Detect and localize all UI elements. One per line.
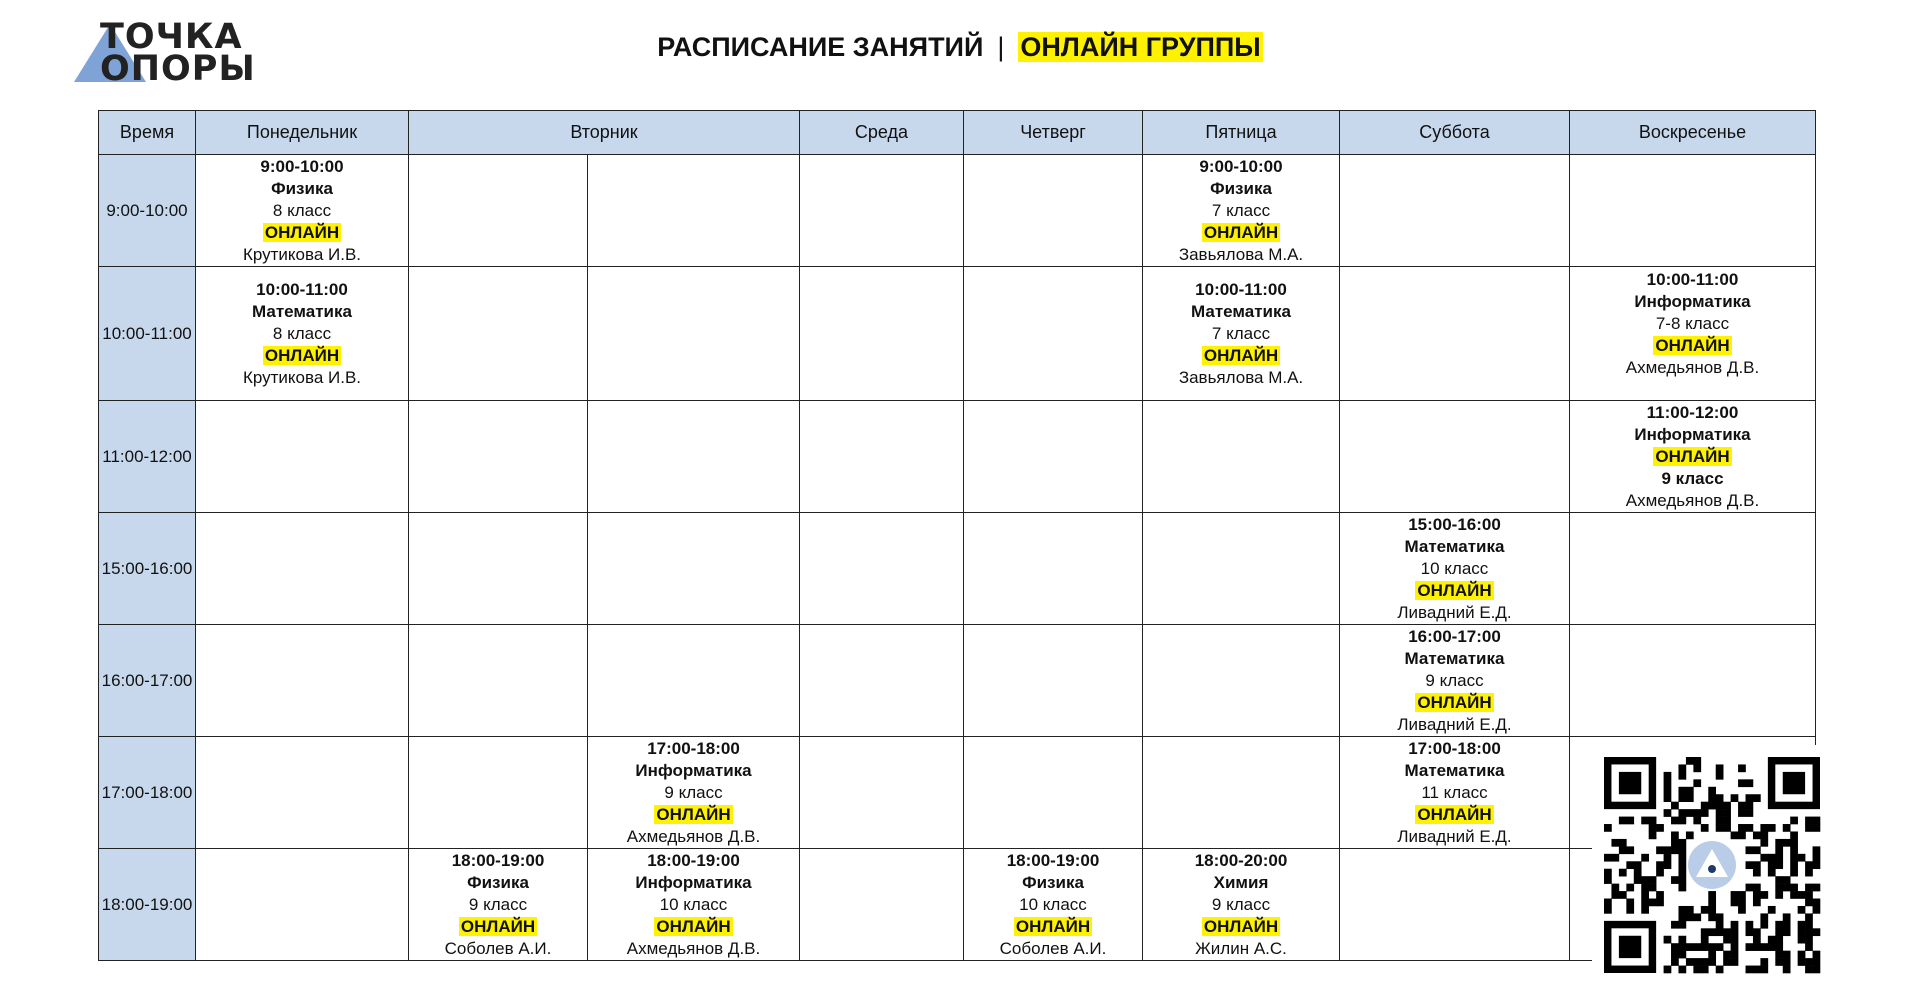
header-monday: Понедельник — [196, 111, 409, 155]
lesson — [1143, 850, 1339, 960]
lesson-cell — [1340, 737, 1570, 849]
table-row — [99, 625, 1816, 737]
lesson-mode: ОНЛАЙН — [656, 916, 731, 936]
empty-cell — [1143, 625, 1340, 737]
empty-cell — [964, 737, 1143, 849]
lesson — [1340, 514, 1569, 624]
lesson-mode: ОНЛАЙН — [264, 345, 340, 365]
lesson-teacher: Завьялова М.А. — [1178, 244, 1304, 264]
lesson-subject: Математика — [1404, 536, 1505, 556]
lesson-mode: ОНЛАЙН — [1417, 804, 1492, 824]
lesson-time: 17:00-18:00 — [647, 738, 740, 758]
table-row — [99, 401, 1816, 513]
empty-cell — [964, 625, 1143, 737]
lesson-mode: ОНЛАЙН — [1203, 222, 1279, 242]
lesson-grade: 10 класс — [1420, 558, 1489, 578]
logo-line-1: ТОЧКА — [100, 17, 243, 57]
lesson-grade: 7-8 класс — [1655, 314, 1730, 333]
empty-cell — [1143, 401, 1340, 513]
lesson-teacher: Завьялова М.А. — [1178, 367, 1304, 387]
lesson-subject: Физика — [467, 872, 529, 892]
time-cell: 11:00-12:00 — [99, 401, 196, 513]
title-highlight: ОНЛАЙН ГРУППЫ — [1020, 32, 1261, 62]
lesson-time: 10:00-11:00 — [256, 279, 348, 299]
lesson-teacher: Ливадний Е.Д. — [1397, 602, 1512, 622]
lesson-subject: Математика — [252, 301, 352, 321]
title-separator: | — [997, 32, 1005, 62]
qr-code-icon — [1592, 745, 1832, 985]
lesson — [1143, 279, 1339, 389]
lesson-subject: Математика — [1404, 648, 1505, 668]
lesson-cell — [964, 849, 1143, 961]
lesson-subject: Информатика — [1634, 292, 1751, 311]
lesson-grade: 8 класс — [272, 323, 332, 343]
empty-cell — [1143, 737, 1340, 849]
empty-cell — [588, 625, 800, 737]
lesson-cell — [1143, 267, 1340, 401]
lesson-time: 18:00-20:00 — [1194, 850, 1288, 870]
lesson-grade: 9 класс — [1211, 894, 1271, 914]
lesson-mode: ОНЛАЙН — [1417, 692, 1492, 712]
lesson-subject: Информатика — [1634, 424, 1751, 444]
time-cell: 9:00-10:00 — [99, 155, 196, 267]
lesson-cell — [1143, 155, 1340, 267]
lesson-teacher: Ливадний Е.Д. — [1397, 826, 1512, 846]
lesson — [196, 279, 408, 389]
lesson-time: 9:00-10:00 — [1199, 156, 1283, 176]
lesson-subject: Информатика — [635, 760, 752, 780]
lesson-grade: 7 класс — [1211, 323, 1271, 343]
lesson-grade: 9 класс — [1425, 670, 1484, 690]
table-row — [99, 513, 1816, 625]
header-sunday: Воскресенье — [1570, 111, 1816, 155]
empty-cell — [588, 155, 800, 267]
lesson-teacher: Ахмедьянов Д.В. — [1625, 490, 1760, 510]
empty-cell — [409, 155, 588, 267]
empty-cell — [800, 625, 964, 737]
empty-cell — [196, 625, 409, 737]
lesson-grade: 11 класс — [1421, 782, 1488, 802]
header-row — [99, 111, 1816, 155]
lesson — [196, 156, 408, 266]
empty-cell — [1143, 513, 1340, 625]
lesson — [588, 738, 799, 848]
empty-cell — [1570, 625, 1816, 737]
lesson — [1143, 156, 1339, 266]
lesson-time: 18:00-19:00 — [647, 850, 740, 870]
header-wednesday: Среда — [800, 111, 964, 155]
lesson-subject: Информатика — [635, 872, 752, 892]
lesson-teacher: Ахмедьянов Д.В. — [1625, 358, 1760, 377]
lesson-time: 17:00-18:00 — [1408, 738, 1501, 758]
lesson — [1340, 626, 1569, 736]
lesson-teacher: Жилин А.С. — [1195, 938, 1287, 958]
lesson-teacher: Ливадний Е.Д. — [1397, 714, 1512, 734]
lesson-cell — [588, 849, 800, 961]
empty-cell — [1340, 849, 1570, 961]
empty-cell — [964, 155, 1143, 267]
lesson-mode: ОНЛАЙН — [656, 804, 731, 824]
lesson-time: 15:00-16:00 — [1408, 514, 1501, 534]
lesson — [1570, 269, 1815, 379]
lesson-mode: ОНЛАЙН — [1417, 580, 1492, 600]
empty-cell — [409, 625, 588, 737]
lesson-time: 18:00-19:00 — [1006, 850, 1100, 870]
lesson-time: 10:00-11:00 — [1646, 270, 1739, 289]
empty-cell — [964, 513, 1143, 625]
lesson-time: 10:00-11:00 — [1195, 279, 1287, 299]
qr-code[interactable] — [1592, 745, 1832, 985]
empty-cell — [196, 849, 409, 961]
lesson-mode: ОНЛАЙН — [460, 916, 536, 936]
table-row — [99, 267, 1816, 401]
lesson-time: 16:00-17:00 — [1408, 626, 1501, 646]
lesson-mode: ОНЛАЙН — [1203, 345, 1279, 365]
empty-cell — [800, 267, 964, 401]
lesson-cell — [196, 267, 409, 401]
lesson — [588, 850, 799, 960]
table-row — [99, 155, 1816, 267]
empty-cell — [1570, 155, 1816, 267]
empty-cell — [409, 513, 588, 625]
empty-cell — [1570, 513, 1816, 625]
empty-cell — [588, 401, 800, 513]
empty-cell — [964, 267, 1143, 401]
lesson-subject: Математика — [1404, 760, 1505, 780]
lesson-subject: Физика — [1022, 872, 1084, 892]
lesson-teacher: Ахмедьянов Д.В. — [626, 938, 761, 958]
empty-cell — [409, 737, 588, 849]
header-thursday: Четверг — [964, 111, 1143, 155]
lesson-grade: 7 класс — [1211, 200, 1271, 220]
lesson-grade: 9 класс — [1661, 468, 1724, 488]
lesson-teacher: Крутикова И.В. — [242, 367, 362, 387]
lesson-subject: Физика — [1210, 178, 1272, 198]
lesson-grade: 10 класс — [659, 894, 728, 914]
lesson-cell — [1340, 513, 1570, 625]
empty-cell — [964, 401, 1143, 513]
lesson-mode: ОНЛАЙН — [1655, 446, 1730, 466]
logo-line-2: ОПОРЫ — [100, 49, 256, 89]
empty-cell — [1340, 267, 1570, 401]
lesson-grade: 9 класс — [664, 782, 723, 802]
time-cell: 17:00-18:00 — [99, 737, 196, 849]
lesson-cell — [588, 737, 800, 849]
time-cell: 15:00-16:00 — [99, 513, 196, 625]
lesson-mode: ОНЛАЙН — [1015, 916, 1091, 936]
header-saturday: Суббота — [1340, 111, 1570, 155]
lesson-grade: 9 класс — [468, 894, 528, 914]
lesson-mode: ОНЛАЙН — [1655, 336, 1730, 355]
header-tuesday: Вторник — [409, 111, 800, 155]
lesson-teacher: Крутикова И.В. — [242, 244, 362, 264]
table-row — [99, 737, 1816, 849]
empty-cell — [800, 513, 964, 625]
table-row — [99, 849, 1816, 961]
lesson-cell — [409, 849, 588, 961]
lesson-teacher: Ахмедьянов Д.В. — [626, 826, 761, 846]
empty-cell — [196, 401, 409, 513]
lesson-cell — [1570, 401, 1816, 513]
empty-cell — [800, 849, 964, 961]
lesson-cell — [1570, 267, 1816, 401]
time-cell: 10:00-11:00 — [99, 267, 196, 401]
header-time: Время — [99, 111, 196, 155]
empty-cell — [800, 401, 964, 513]
lesson-cell — [196, 155, 409, 267]
lesson-time: 18:00-19:00 — [451, 850, 545, 870]
empty-cell — [196, 737, 409, 849]
header-friday: Пятница — [1143, 111, 1340, 155]
lesson-teacher: Соболев А.И. — [444, 938, 552, 958]
empty-cell — [1340, 155, 1570, 267]
empty-cell — [1340, 401, 1570, 513]
lesson — [1340, 738, 1569, 848]
lesson-cell — [1340, 625, 1570, 737]
empty-cell — [800, 155, 964, 267]
empty-cell — [409, 267, 588, 401]
empty-cell — [409, 401, 588, 513]
lesson-grade: 8 класс — [272, 200, 332, 220]
empty-cell — [588, 267, 800, 401]
lesson-cell — [1143, 849, 1340, 961]
empty-cell — [588, 513, 800, 625]
lesson — [409, 850, 587, 960]
empty-cell — [800, 737, 964, 849]
lesson-mode: ОНЛАЙН — [1203, 916, 1279, 936]
lesson-mode: ОНЛАЙН — [264, 222, 340, 242]
lesson — [964, 850, 1142, 960]
empty-cell — [196, 513, 409, 625]
schedule-table — [98, 110, 1816, 961]
lesson-time: 9:00-10:00 — [260, 156, 344, 176]
lesson-subject: Химия — [1213, 872, 1269, 892]
lesson-subject: Математика — [1191, 301, 1291, 321]
lesson-time: 11:00-12:00 — [1646, 402, 1739, 422]
lesson-subject: Физика — [271, 178, 333, 198]
lesson-grade: 10 класс — [1019, 894, 1087, 914]
lesson — [1570, 402, 1815, 512]
page-title — [0, 32, 1920, 63]
time-cell: 16:00-17:00 — [99, 625, 196, 737]
title-main: РАСПИСАНИЕ ЗАНЯТИЙ — [657, 32, 984, 62]
time-cell: 18:00-19:00 — [99, 849, 196, 961]
lesson-teacher: Соболев А.И. — [999, 938, 1107, 958]
